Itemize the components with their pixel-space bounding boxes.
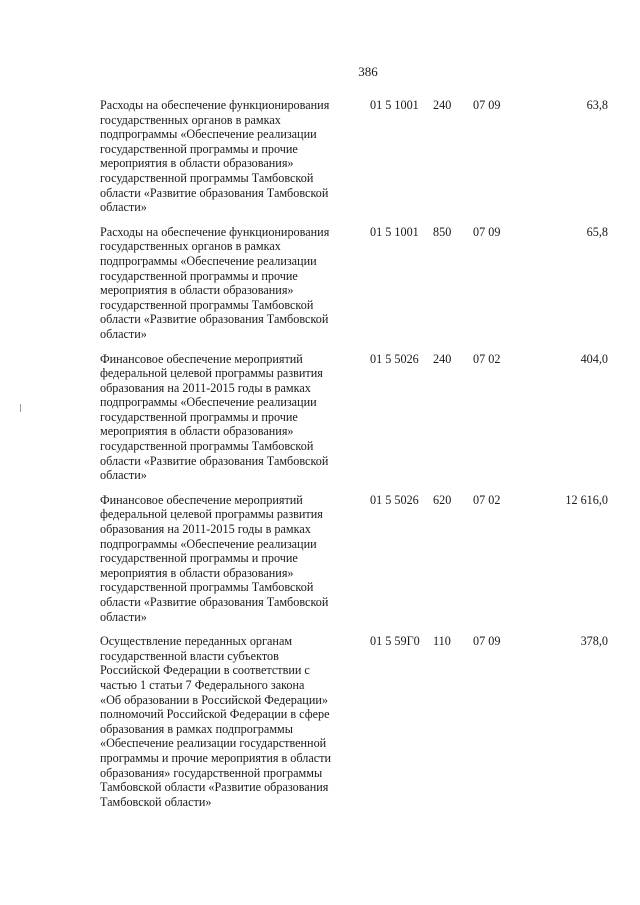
target-code: 01 5 5026 — [370, 351, 419, 366]
table-row — [100, 352, 608, 483]
target-code: 01 5 1001 — [370, 224, 419, 239]
page-number: 386 — [358, 64, 378, 79]
table-row — [100, 98, 608, 215]
row-description: Расходы на обеспечение функционирования государственных органов в рамках подпрограммы «Обеспечение реализации государственной программы и прочие мероприятия в области образования» государственной программы Тамбовской области «Развитие образования Тамбовской области» — [100, 224, 330, 341]
expense-type: 620 — [433, 492, 452, 507]
section-code: 07 02 — [473, 351, 501, 366]
amount: 12 616,0 — [565, 492, 608, 507]
section-code: 07 09 — [473, 98, 501, 112]
table-row — [100, 493, 608, 624]
scan-edge-mark — [20, 404, 21, 412]
expense-type: 240 — [433, 351, 452, 366]
target-code: 01 5 5026 — [370, 492, 419, 507]
table-row — [100, 634, 608, 809]
amount: 65,8 — [586, 224, 608, 239]
amount: 378,0 — [580, 634, 608, 649]
row-description: Осуществление переданных органам государственной власти субъектов Российской Федерации в соответствии с частью 1 статьи 7 Федерального закона «Об образовании в Российской Федерации» полномочий Российской Федерации в сфере образования в рамках подпрограммы «Обеспечение реализации государственной программы и прочие мероприятия в области образования» государственной программы Тамбовской области «Развитие образования Тамбовской области» — [100, 634, 332, 809]
expense-type: 110 — [433, 634, 451, 649]
budget-table — [100, 98, 608, 819]
target-code: 01 5 59Г0 — [370, 634, 420, 649]
expense-type: 850 — [433, 224, 452, 239]
expense-type: 240 — [433, 98, 452, 112]
amount: 63,8 — [586, 98, 608, 112]
target-code: 01 5 1001 — [370, 98, 419, 112]
row-description: Финансовое обеспечение мероприятий федеральной целевой программы развития образования на 2011-2015 годы в рамках подпрограммы «Обеспечение реализации государственной программы и прочие мероприятия в области образования» государственной программы Тамбовской области «Развитие образования Тамбовской области» — [100, 492, 329, 624]
amount: 404,0 — [580, 351, 608, 366]
row-description: Расходы на обеспечение функционирования государственных органов в рамках подпрограммы «Обеспечение реализации государственной программы и прочие мероприятия в области образования» государственной программы Тамбовской области «Развитие образования Тамбовской области» — [100, 98, 330, 215]
table-row — [100, 225, 608, 342]
section-code: 07 09 — [473, 224, 501, 239]
section-code: 07 09 — [473, 634, 501, 649]
row-description: Финансовое обеспечение мероприятий федеральной целевой программы развития образования на 2011-2015 годы в рамках подпрограммы «Обеспечение реализации государственной программы и прочие мероприятия в области образования» государственной программы Тамбовской области «Развитие образования Тамбовской области» — [100, 351, 329, 483]
section-code: 07 02 — [473, 492, 501, 507]
